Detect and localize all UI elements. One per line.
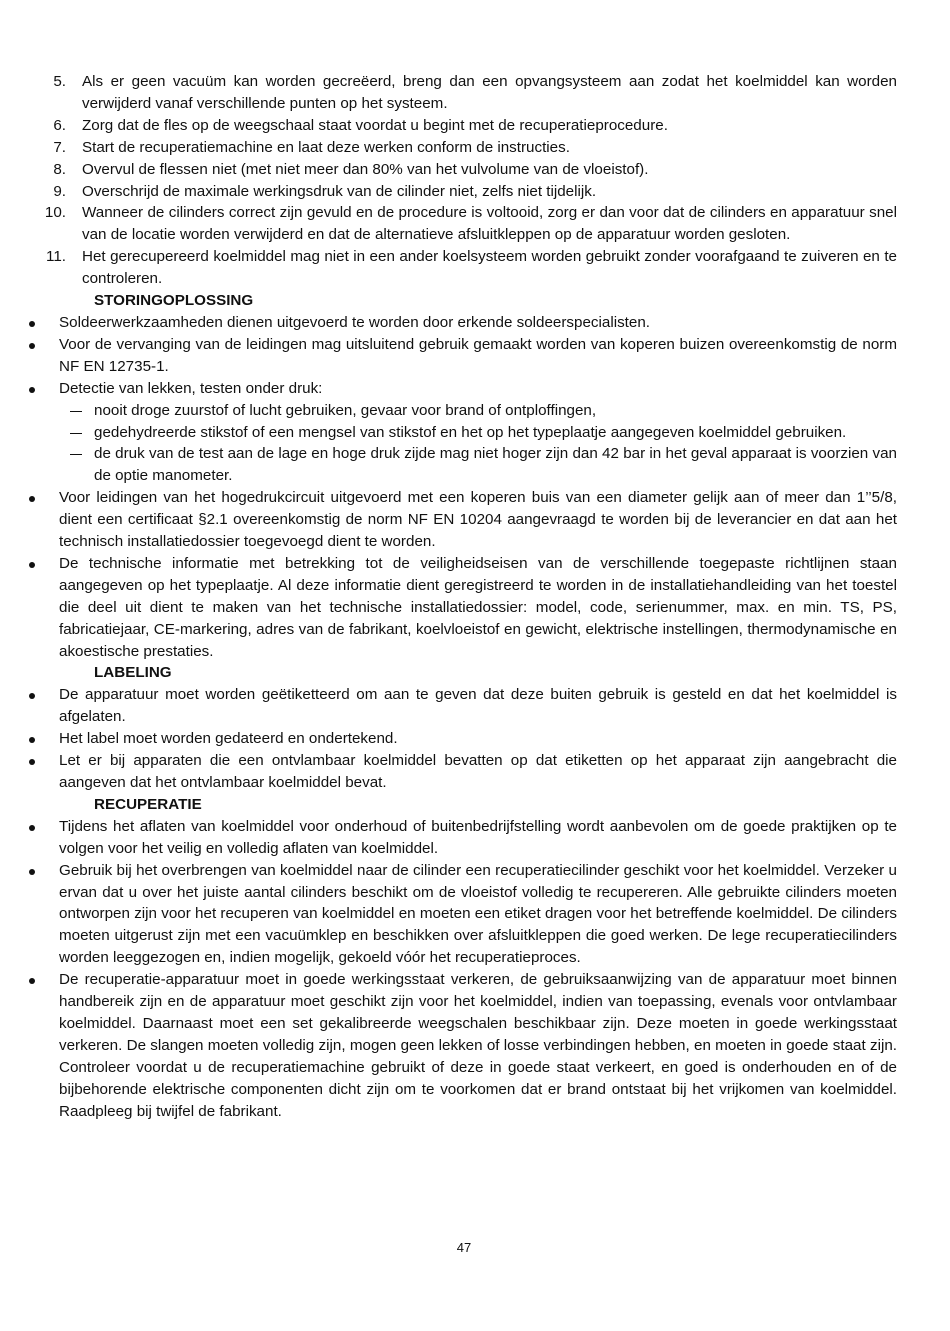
- bullet-text: De recuperatie-apparatuur moet in goede werkingsstaat verkeren, de gebruiksaanwijzing van de apparatuur moet binnen handbereik zijn en de apparatuur moet geschikt zijn voor het koelmiddel, indien van toepassing, evenals voor ontvlambaar koelmiddel. Daarnaast moet een set gekalibreerde weegschalen beschikbaar zijn. Deze moeten in goede werkingsstaat verkeren. De slangen moeten volledig zijn, mogen geen lekken of losse verbindingen hebben, en moeten in goede staat zijn. Controleer voordat u de recuperatiemachine gebruikt of deze in goede staat verkeert, en goed is onderhouden en of de bijbehorende elektrische componenten dicht zijn om te voorkomen dat er brand ontstaat bij het vrijkomen van koelmiddel. Raadpleeg bij twijfel de fabrikant.: [59, 971, 897, 1120]
- bullet-item: [0, 334, 950, 378]
- item-text: Overschrijd de maximale werkingsdruk van de cilinder niet, zelfs niet tijdelijk.: [82, 182, 597, 200]
- bullet-item: [0, 553, 950, 663]
- bullet-item: [0, 378, 950, 400]
- section-heading-storingoplossing: STORINGOPLOSSING: [94, 292, 254, 310]
- item-number: 10.: [44, 204, 66, 222]
- sub-list-item: [0, 400, 950, 422]
- sub-item-text: nooit droge zuurstof of lucht gebruiken, gevaar voor brand of ontploffingen,: [94, 401, 597, 419]
- bullet-icon: [29, 387, 35, 393]
- bullet-text: Detectie van lekken, testen onder druk:: [59, 379, 323, 397]
- dash-icon: [70, 454, 82, 455]
- sub-list-item: [0, 443, 950, 487]
- dash-icon: [70, 433, 82, 434]
- item-number: 8.: [53, 160, 66, 178]
- bullet-icon: [29, 869, 35, 875]
- item-text: Start de recuperatiemachine en laat deze werken conform de instructies.: [82, 138, 570, 156]
- list-item: [0, 202, 950, 246]
- bullet-item: [0, 750, 950, 794]
- page-number: 47: [456, 1240, 472, 1255]
- bullet-icon: [29, 825, 35, 831]
- item-text: Wanneer de cilinders correct zijn gevuld en de procedure is voltooid, zorg er dan voor dat de cilinders en apparatuur snel van de locatie worden verwijderd en dat de alternatieve afsluitkleppen op de apparatuur worden gesloten.: [82, 204, 897, 244]
- bullet-item: [0, 860, 950, 970]
- list-item: [0, 137, 950, 159]
- bullet-icon: [29, 562, 35, 568]
- bullet-icon: [29, 978, 35, 984]
- bullet-text: Voor leidingen van het hogedrukcircuit uitgevoerd met een koperen buis van een diameter gelijk aan of meer dan 1’’5/8, dient een certificaat §2.1 overeenkomstig de norm NF EN 10204 aangevraagd te worden bij de leverancier en dat aan het technisch installatiedossier toegevoegd dient te worden.: [59, 489, 897, 551]
- item-number: 9.: [53, 182, 66, 200]
- sub-list-item: [0, 422, 950, 444]
- list-item: [0, 71, 950, 115]
- sub-item-text: de druk van de test aan de lage en hoge druk zijde mag niet hoger zijn dan 42 bar in het geval apparaat is voorzien van de optie manometer.: [94, 445, 897, 485]
- bullet-text: Let er bij apparaten die een ontvlambaar koelmiddel bevatten op dat etiketten op het apparaat zijn aangebracht die aangeven dat het ontvlambaar koelmiddel bevat.: [59, 752, 897, 791]
- bullet-item: [0, 728, 950, 750]
- bullet-text: Soldeerwerkzaamheden dienen uitgevoerd te worden door erkende soldeerspecialisten.: [59, 313, 650, 331]
- dash-icon: [70, 411, 82, 412]
- bullet-icon: [29, 321, 35, 327]
- item-number: 7.: [53, 138, 66, 156]
- list-item: [0, 246, 950, 290]
- list-item: [0, 181, 950, 203]
- bullet-item: [0, 684, 950, 728]
- bullet-text: Voor de vervanging van de leidingen mag uitsluitend gebruik gemaakt worden van koperen buizen overeenkomstig de norm NF EN 12735-1.: [59, 335, 897, 375]
- bullet-item: [0, 816, 950, 860]
- bullet-item: [0, 969, 950, 1122]
- bullet-text: De apparatuur moet worden geëtiketteerd om aan te geven dat deze buiten gebruik is gesteld en dat het koelmiddel is afgelaten.: [59, 686, 897, 726]
- list-item: [0, 115, 950, 137]
- bullet-item: [0, 312, 950, 334]
- bullet-icon: [29, 496, 35, 502]
- item-number: 5.: [53, 73, 66, 90]
- item-number: 11.: [46, 248, 66, 266]
- bullet-icon: [29, 343, 35, 349]
- bullet-icon: [29, 759, 35, 765]
- bullet-text: Gebruik bij het overbrengen van koelmiddel naar de cilinder een recuperatiecilinder geschikt voor het koelmiddel. Verzeker u ervan dat u over het juiste aantal cilinders beschikt om de vloeistof volledig te recupereren. Alle gebruikte cilinders moeten ontworpen zijn voor het recuperen van koelmiddel en moeten een etiket dragen voor het betreffende koelmiddel. De cilinders moeten uitgerust zijn met een vacuümklep en beschikken over afsluitkleppen die goed werken. De lege recuperatiecilinders worden leeggezogen en, indien mogelijk, gekoeld vóór het recuperatieproces.: [59, 861, 897, 967]
- item-number: 6.: [53, 116, 66, 134]
- item-text: Zorg dat de fles op de weegschaal staat voordat u begint met de recuperatieprocedure.: [82, 116, 668, 134]
- sub-item-text: gedehydreerde stikstof of een mengsel van stikstof en het op het typeplaatje aangegeven koelmiddel gebruiken.: [94, 423, 847, 441]
- item-text: Het gerecupereerd koelmiddel mag niet in een ander koelsysteem worden gebruikt zonder voorafgaand te zuiveren en te controleren.: [82, 248, 897, 288]
- item-text: Als er geen vacuüm kan worden gecreëerd, breng dan een opvangsysteem aan zodat het koelmiddel kan worden verwijderd vanaf verschillende punten op het systeem.: [82, 73, 897, 112]
- document-page: [0, 71, 950, 1123]
- bullet-text: Tijdens het aflaten van koelmiddel voor onderhoud of buitenbedrijfstelling wordt aanbevolen om de goede praktijken op te volgen voor het veilig en volledig aflaten van koelmiddel.: [59, 817, 897, 857]
- section-heading-recuperatie: RECUPERATIE: [94, 795, 202, 813]
- section-heading-labeling: LABELING: [94, 664, 172, 682]
- bullet-text: De technische informatie met betrekking tot de veiligheidseisen van de verschillende toegepaste richtlijnen staan aangegeven op het typeplaatje. Al deze informatie dient geregistreerd te worden in de installatiehandleiding van het toestel die deel uit dient te maken van het technische installatiedossier: model, code, serienummer, max. en min. TS, PS, fabricatiejaar, CE-markering, adres van de fabrikant, koelvloeistof en gewicht, elektrische instellingen, thermodynamische en akoestische prestaties.: [59, 554, 897, 660]
- bullet-icon: [29, 693, 35, 699]
- item-text: Overvul de flessen niet (met niet meer dan 80% van het vulvolume van de vloeistof).: [82, 160, 649, 178]
- bullet-item: [0, 487, 950, 553]
- list-item: [0, 159, 950, 181]
- bullet-text: Het label moet worden gedateerd en ondertekend.: [59, 730, 398, 748]
- bullet-icon: [29, 737, 35, 743]
